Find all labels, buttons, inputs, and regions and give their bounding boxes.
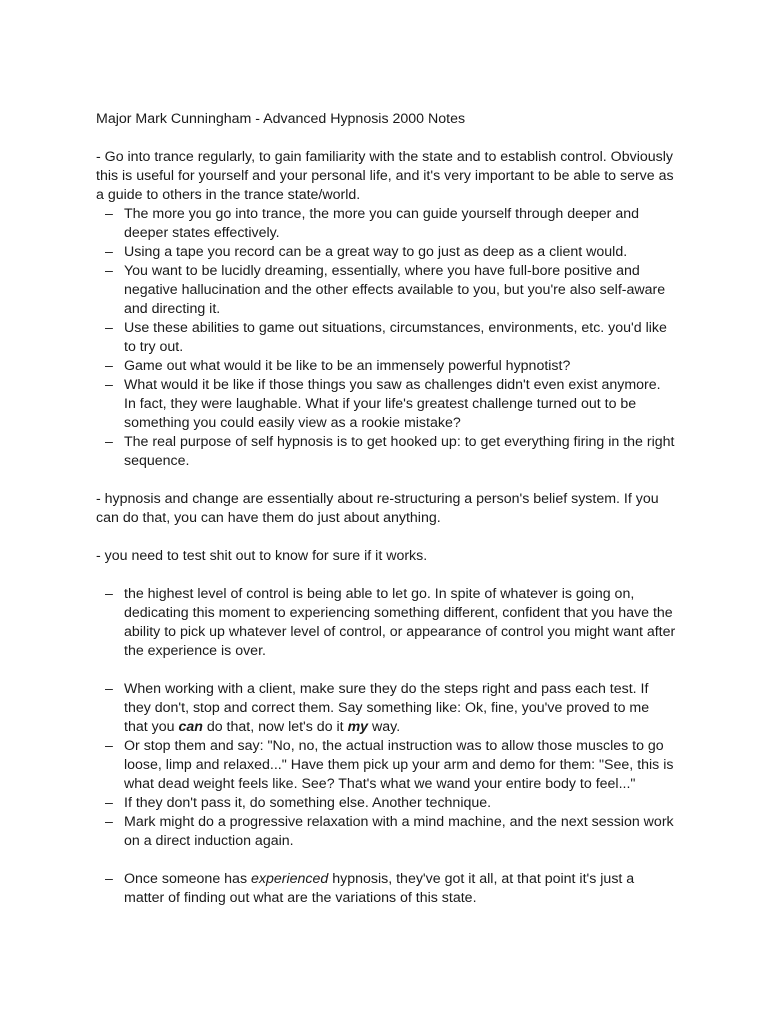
control-list xyxy=(96,585,676,661)
list-item: – Using a tape you record can be a great way to go just as deep as a client would. xyxy=(96,243,676,262)
spacer xyxy=(96,528,676,547)
list-item: – the highest level of control is being able to let go. In spite of whatever is going on, dedicating this moment to experiencing something different, confident that you have the ability to pick up whatever level of control, or appearance of control you might want after the experience is over. xyxy=(96,585,676,661)
document-body xyxy=(96,110,676,908)
list-item: – Mark might do a progressive relaxation with a mind machine, and the next session work on a direct induction again. xyxy=(96,813,676,851)
trance-list xyxy=(96,205,676,471)
list-item: – Or stop them and say: "No, no, the actual instruction was to allow those muscles to go loose, limp and relaxed..." Have them pick up your arm and demo for them: "See, this is what dead weight feels like. See? That's what we wand your entire body to feel..." xyxy=(96,737,676,794)
client-list xyxy=(96,680,676,851)
list-item: – The real purpose of self hypnosis is to get hooked up: to get everything firing in the right sequence. xyxy=(96,433,676,471)
experience-list xyxy=(96,870,676,908)
list-item-text: When working with a client, make sure they do the steps right and pass each test. If they don't, stop and correct them. Say something like: Ok, fine, you've proved to me that you xyxy=(124,681,650,735)
list-item: – If they don't pass it, do something else. Another technique. xyxy=(96,794,676,813)
list-item-text: hypnosis, they've got it all, at that point it's just a matter of finding out what are the variations of this state. xyxy=(124,871,635,906)
spacer xyxy=(96,661,676,680)
list-item: – Game out what would it be like to be an immensely powerful hypnotist? xyxy=(96,357,676,376)
list-item-text: way. xyxy=(368,719,401,735)
paragraph-belief-system: - hypnosis and change are essentially about re-structuring a person's belief system. If you can do that, you can have them do just about anything. xyxy=(96,491,659,526)
list-item: – The more you go into trance, the more you can guide yourself through deeper and deeper states effectively. xyxy=(96,205,676,243)
paragraph-test: - you need to test shit out to know for sure if it works. xyxy=(96,548,428,564)
emphasis-my: my xyxy=(347,719,369,735)
list-item: – Use these abilities to game out situations, circumstances, environments, etc. you'd like to try out. xyxy=(96,319,676,357)
document-title: Major Mark Cunningham - Advanced Hypnosis 2000 Notes xyxy=(96,111,466,127)
list-item: – What would it be like if those things you saw as challenges didn't even exist anymore. In fact, they were laughable. What if your life's greatest challenge turned out to be something you could easily view as a rookie mistake? xyxy=(96,376,676,433)
list-item xyxy=(96,870,676,908)
spacer xyxy=(96,851,676,870)
list-item xyxy=(96,680,676,737)
spacer xyxy=(96,566,676,585)
list-item: – You want to be lucidly dreaming, essentially, where you have full-bore positive and negative hallucination and the other effects available to you, but you're also self-aware and directing it. xyxy=(96,262,676,319)
list-item-text: Once someone has xyxy=(124,871,251,887)
spacer xyxy=(96,471,676,490)
emphasis-can: can xyxy=(178,719,203,735)
list-item-text: do that, now let's do it xyxy=(202,719,348,735)
emphasis-experienced: experienced xyxy=(250,871,329,887)
paragraph-trance: - Go into trance regularly, to gain familiarity with the state and to establish control. Obviously this is useful for yourself and your personal life, and it's very important to be able to serve as a guide to others in the trance state/world. xyxy=(96,149,674,203)
